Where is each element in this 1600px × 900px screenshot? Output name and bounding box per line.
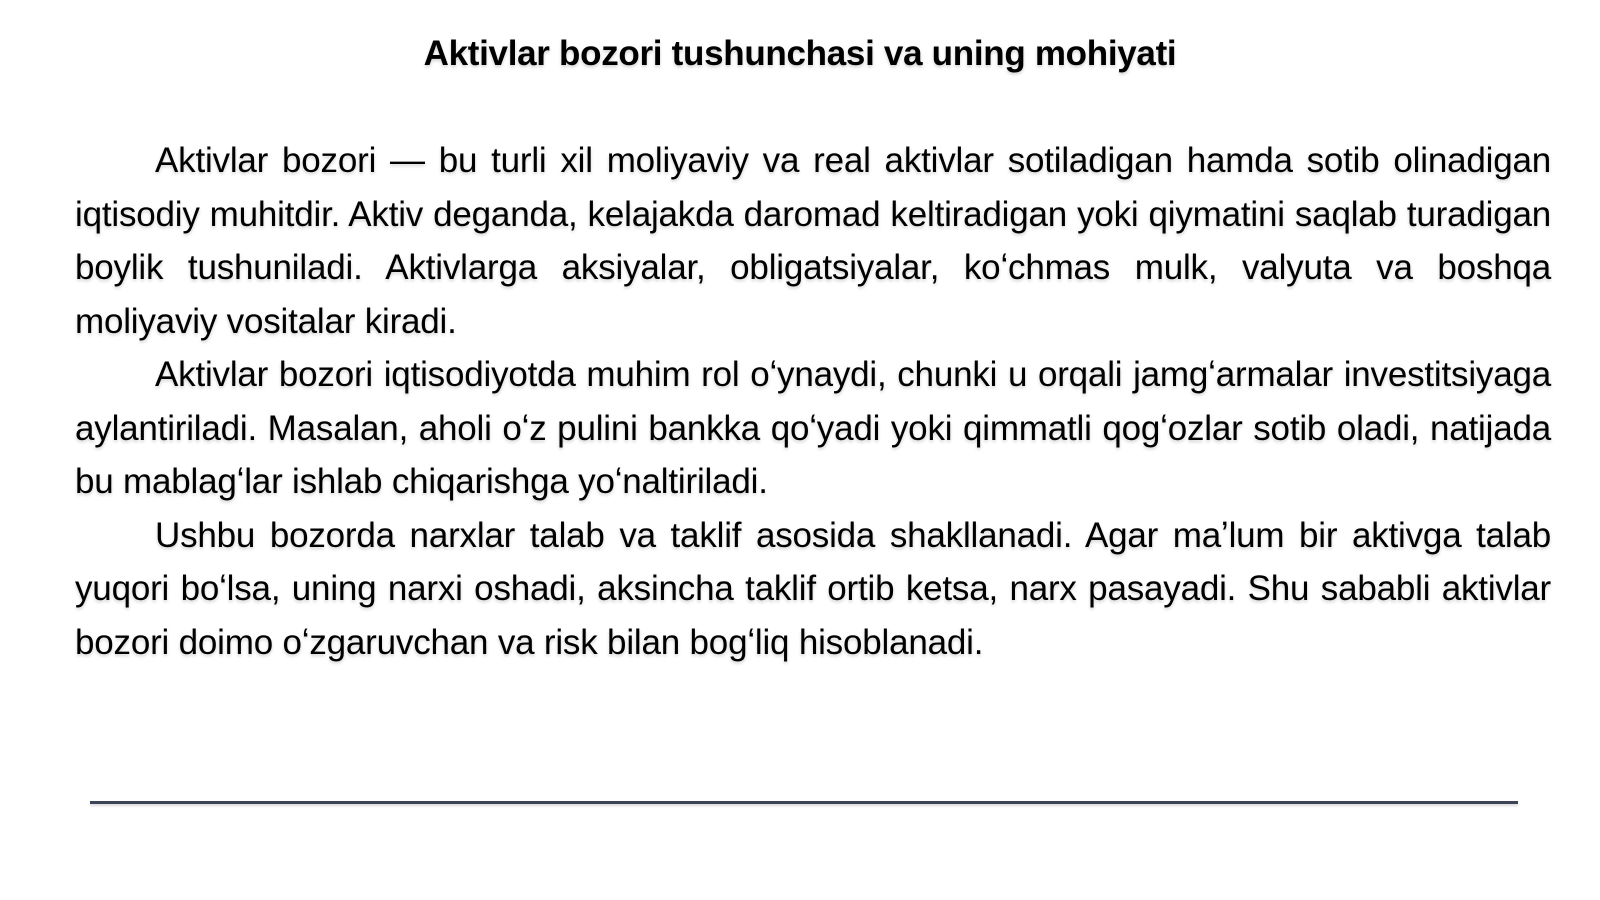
body-text <box>75 134 1551 669</box>
bottom-divider <box>90 801 1518 804</box>
paragraph-3: Ushbu bozorda narxlar talab va taklif asosida shakllanadi. Agar maʼlum bir aktivga talab yuqori boʻlsa, uning narxi oshadi, aksincha taklif ortib ketsa, narx pasayadi. Shu sababli aktivlar bozori doimo oʻzgaruvchan va risk bilan bogʻliq hisoblanadi. <box>75 515 1551 662</box>
page-title: Aktivlar bozori tushunchasi va uning mohiyati <box>423 34 1177 73</box>
paragraph-2: Aktivlar bozori iqtisodiyotda muhim rol oʻynaydi, chunki u orqali jamgʻarmalar investitsiyaga aylantiriladi. Masalan, aholi oʻz pulini bankka qoʻyadi yoki qimmatli qogʻozlar sotib oladi, natijada bu mablagʻlar ishlab chiqarishga yoʻnaltiriladi. <box>75 355 1551 501</box>
paragraph-1: Aktivlar bozori — bu turli xil moliyaviy va real aktivlar sotiladigan hamda sotib olinadigan iqtisodiy muhitdir. Aktiv deganda, kelajakda daromad keltiradigan yoki qiymatini saqlab turadigan boylik tushuniladi. Aktivlarga aksiyalar, obligatsiyalar, koʻchmas mulk, valyuta va boshqa moliyaviy vositalar kiradi. <box>75 141 1551 341</box>
